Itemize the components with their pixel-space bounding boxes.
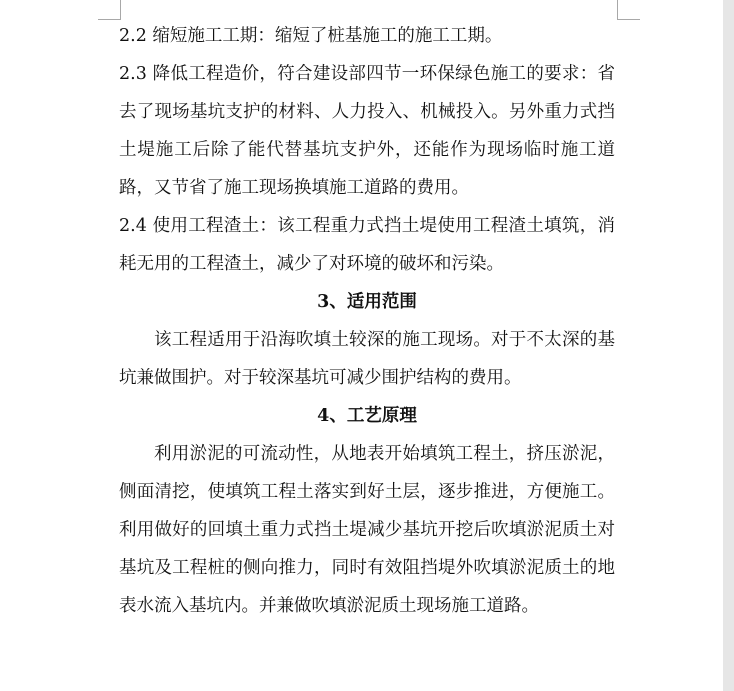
paragraph-2-2: 2.2 缩短施工工期：缩短了桩基施工的施工工期。 <box>119 26 503 46</box>
paragraph-principle: 利用淤泥的可流动性，从地表开始填筑工程土，挤压淤泥，侧面清挖，使填筑工程土落实到好土层，逐步推进，方便施工。利用做好的回填土重力式挡土堤减少基坑开挖后吹填淤泥质土对基坑及工程桩的侧向推力，同时有效阻挡堤外吹填淤泥质土的地表水流入基坑内。并兼做吹填淤泥质土现场施工道路。 <box>119 444 615 616</box>
right-gutter <box>723 0 734 691</box>
section-heading-scope: 3、适用范围 <box>317 292 417 312</box>
paragraph-2-4: 2.4 使用工程渣土：该工程重力式挡土堤使用工程渣土填筑，消耗无用的工程渣土，减少了对环境的破坏和污染。 <box>119 216 615 274</box>
paragraph-2-3: 2.3 降低工程造价，符合建设部四节一环保绿色施工的要求：省去了现场基坑支护的材料、人力投入、机械投入。另外重力式挡土堤施工后除了能代替基坑支护外，还能作为现场临时施工道路，又节省了施工现场换填施工道路的费用。 <box>119 64 615 198</box>
document-body <box>119 17 615 625</box>
paragraph-scope: 该工程适用于沿海吹填土较深的施工现场。对于不太深的基坑兼做围护。对于较深基坑可减少围护结构的费用。 <box>119 330 615 388</box>
page-corner-mark-right <box>617 0 640 20</box>
page-corner-mark-left <box>98 0 121 20</box>
section-heading-principle: 4、工艺原理 <box>317 406 417 426</box>
